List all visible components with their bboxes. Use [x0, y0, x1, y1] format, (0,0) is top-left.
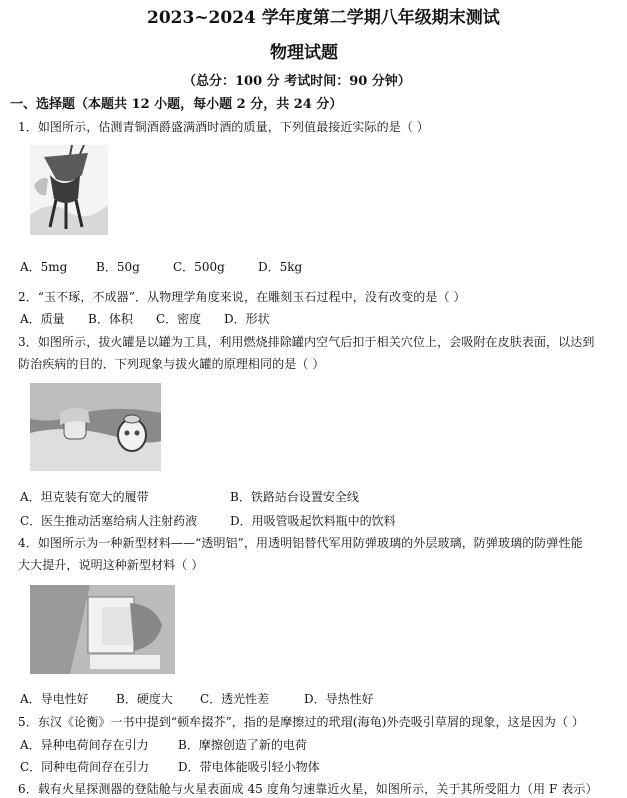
bronze-vessel-image — [30, 145, 108, 235]
q5-option-b[interactable]: B．摩擦创造了新的电荷 — [178, 738, 307, 752]
q3-option-b[interactable]: B．铁路站台设置安全线 — [230, 490, 359, 504]
question-5-text: 5．东汉《论衡》一书中提到“顿牟掇芥”，指的是摩擦过的玳瑁(海龟)外壳吸引草屑的现象，这是因为（ ） — [18, 715, 585, 729]
exam-title: 2023~2024 学年度第二学期八年级期末测试 — [147, 8, 500, 28]
q1-option-d[interactable]: D．5kg — [258, 260, 303, 274]
question-4-options — [20, 690, 374, 707]
q2-option-a[interactable]: A．质量 — [20, 312, 65, 326]
question-3-text-line1: 3．如图所示，拔火罐是以罐为工具，利用燃烧排除罐内空气后扣于相关穴位上，会吸附在皮肤表面，以达到 — [18, 335, 595, 349]
q2-option-c[interactable]: C．密度 — [156, 312, 202, 326]
cupping-image — [30, 383, 161, 471]
section-heading: 一、选择题（本题共 12 小题，每小题 2 分，共 24 分） — [10, 97, 343, 112]
q4-option-b[interactable]: B．硬度大 — [116, 692, 173, 706]
question-2-text: 2．“玉不琢，不成器”．从物理学角度来说，在雕刻玉石过程中，没有改变的是（ ） — [18, 290, 466, 304]
exam-subject-title: 物理试题 — [270, 43, 338, 63]
q1-option-c[interactable]: C．500g — [173, 260, 225, 274]
question-3-options-row2 — [20, 512, 396, 529]
question-5-options-row2 — [20, 758, 320, 775]
question-6-text: 6．载有火星探测器的登陆舱与火星表面成 45 度角匀速靠近火星，如图所示，关于其所受阻力（用 F 表示） — [18, 782, 598, 796]
q4-option-d[interactable]: D．导热性好 — [304, 692, 374, 706]
transparent-aluminum-image — [30, 585, 175, 674]
q5-option-a[interactable]: A．异种电荷间存在引力 — [20, 738, 149, 752]
q5-option-c[interactable]: C．同种电荷间存在引力 — [20, 760, 150, 774]
q5-option-d[interactable]: D．带电体能吸引轻小物体 — [178, 760, 320, 774]
exam-meta: （总分：100 分 考试时间：90 分钟） — [183, 74, 411, 89]
q4-option-a[interactable]: A．导电性好 — [20, 692, 89, 706]
question-4-text-line1: 4．如图所示为一种新型材料——“透明铝”，用透明铝替代军用防弹玻璃的外层玻璃，防弹玻璃的防弹性能 — [18, 536, 583, 550]
question-1-options — [20, 258, 302, 275]
q2-option-b[interactable]: B．体积 — [88, 312, 133, 326]
q3-option-d[interactable]: D．用吸管吸起饮料瓶中的饮料 — [230, 514, 396, 528]
q4-option-c[interactable]: C．透光性差 — [200, 692, 270, 706]
question-3-options-row1 — [20, 488, 359, 505]
question-5-options-row1 — [20, 736, 307, 753]
q2-option-d[interactable]: D．形状 — [224, 312, 270, 326]
q1-option-a[interactable]: A．5mg — [20, 260, 68, 274]
question-1-text: 1．如图所示，估测青铜酒爵盛满酒时酒的质量，下列值最接近实际的是（ ） — [18, 120, 429, 134]
q3-option-c[interactable]: C．医生推动活塞给病人注射药液 — [20, 514, 198, 528]
q1-option-b[interactable]: B．50g — [96, 260, 140, 274]
q3-option-a[interactable]: A．坦克装有宽大的履带 — [20, 490, 149, 504]
question-4-text-line2: 大大提升，说明这种新型材料（ ） — [18, 558, 204, 572]
question-2-options — [20, 310, 270, 327]
question-3-text-line2: 防治疾病的目的．下列现象与拔火罐的原理相同的是（ ） — [18, 357, 325, 371]
